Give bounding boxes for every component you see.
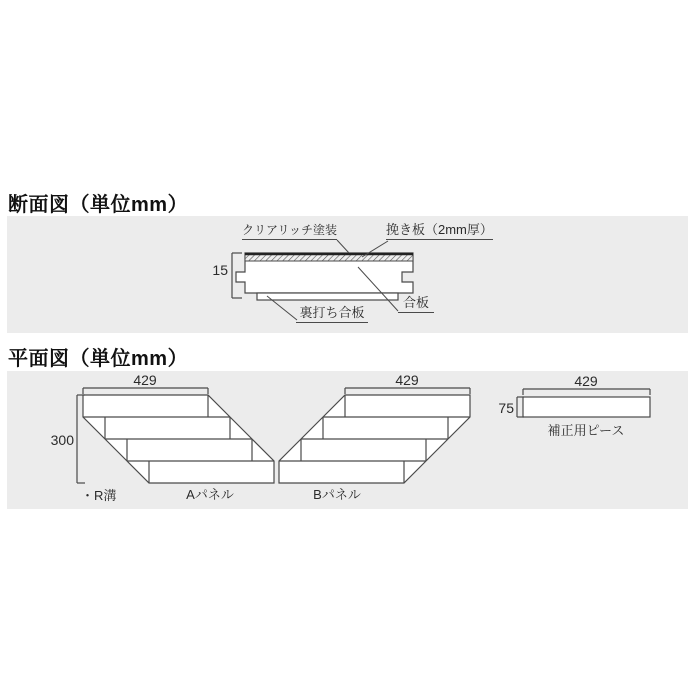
dimension-piece-height-75: 75 xyxy=(498,400,514,416)
label-r-groove: ・R溝 xyxy=(81,488,117,503)
dimension-piece-width: 429 xyxy=(574,373,598,389)
cross-section-title: 断面図（単位mm） xyxy=(8,194,189,216)
label-backing-plywood: 裏打ち合板 xyxy=(296,306,368,323)
dimension-panel-height-300: 300 xyxy=(50,432,74,448)
label-clear-rich-coating: クリアリッチ塗装 xyxy=(242,224,337,240)
label-panel-a: Aパネル xyxy=(186,487,234,502)
dimension-panel-b-width: 429 xyxy=(395,372,419,388)
label-panel-b: Bパネル xyxy=(313,487,361,502)
label-plywood: 合板 xyxy=(398,296,434,313)
label-sawn-board-2mm: 挽き板（2mm厚） xyxy=(386,223,493,240)
dimension-panel-a-width: 429 xyxy=(133,372,157,388)
plan-view-title: 平面図（単位mm） xyxy=(8,348,189,370)
dimension-thickness-15: 15 xyxy=(212,262,228,278)
label-correction-piece: 補正用ピース xyxy=(547,423,625,438)
